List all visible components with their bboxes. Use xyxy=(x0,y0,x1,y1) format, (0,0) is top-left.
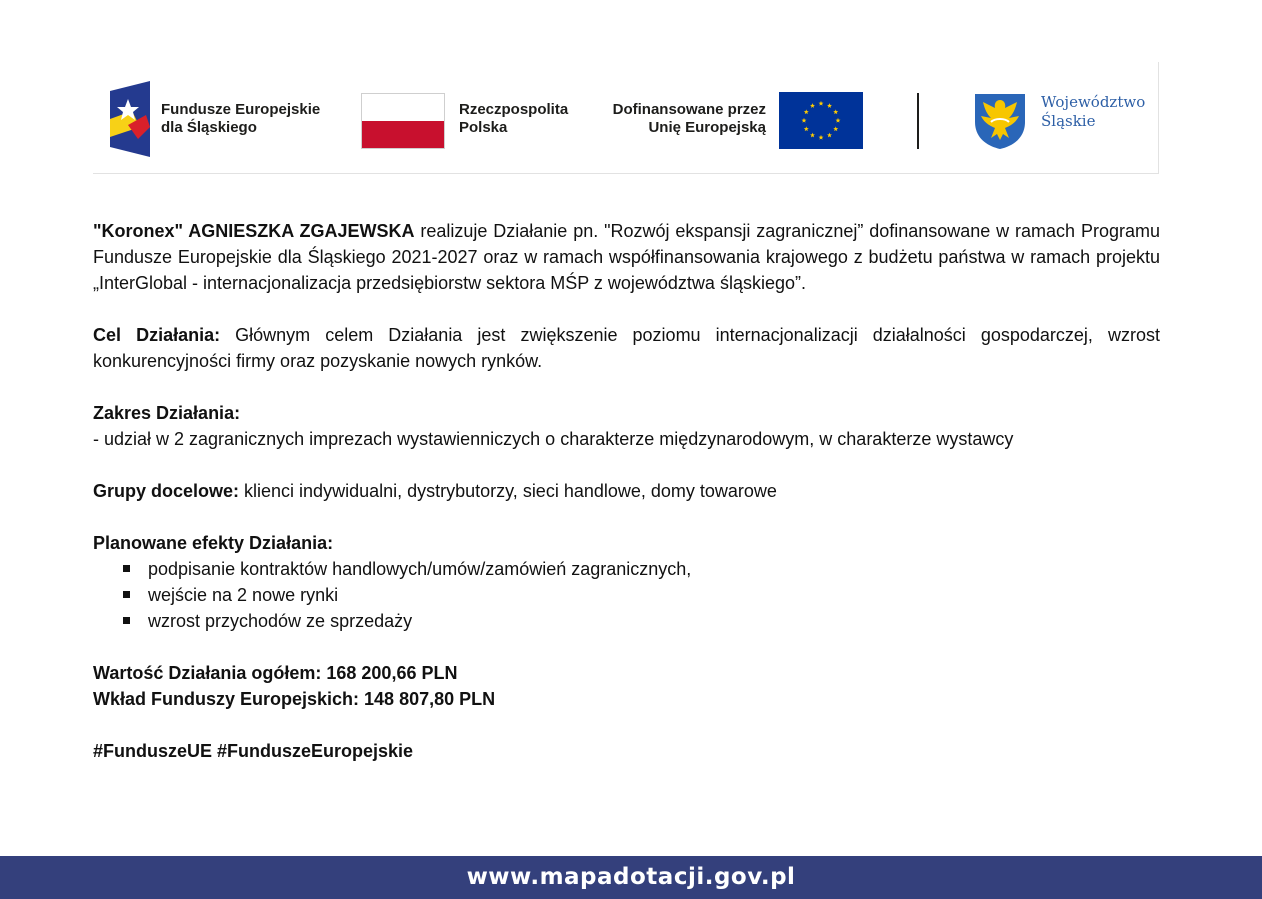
footer-bar xyxy=(0,856,1262,899)
fe-logo-text xyxy=(161,101,320,137)
eu-contribution: Wkład Funduszy Europejskich: 148 807,80 PLN xyxy=(93,689,496,709)
fundusze-europejskie-logo-icon xyxy=(110,81,150,157)
goal-text: Głównym celem Działania jest zwiększenie poziomu internacjonalizacji działalności gospodarczej, wzrost konkurencyjności firmy oraz pozyskanie nowych rynków. xyxy=(93,325,1160,371)
effects-list xyxy=(93,556,1160,634)
list-item: podpisanie kontraktów handlowych/umów/zamówień zagranicznych, xyxy=(120,556,1160,582)
total-value: Wartość Działania ogółem: 168 200,66 PLN xyxy=(93,663,458,683)
logo-bar xyxy=(93,62,1159,174)
company-name: "Koronex" AGNIESZKA ZGAJEWSKA xyxy=(93,221,415,241)
document-body xyxy=(93,218,1160,764)
groups-paragraph xyxy=(93,478,1160,504)
woj-line1: Województwo xyxy=(1041,93,1146,111)
goal-label: Cel Działania: xyxy=(93,325,221,345)
goal-paragraph xyxy=(93,322,1160,374)
list-item: wejście na 2 nowe rynki xyxy=(120,582,1160,608)
dof-logo-text xyxy=(598,101,766,137)
logo-divider xyxy=(917,93,919,149)
hashtags: #FunduszeUE #FunduszeEuropejskie xyxy=(93,741,414,761)
groups-text: klienci indywidualni, dystrybutorzy, sieci handlowe, domy towarowe xyxy=(239,481,777,501)
dof-line2: Unię Europejską xyxy=(648,119,766,136)
footer-url[interactable]: www.mapadotacji.gov.pl xyxy=(466,864,796,890)
rp-line1: Rzeczpospolita xyxy=(459,101,569,118)
rp-logo-text xyxy=(459,101,568,137)
eu-flag-icon xyxy=(779,92,863,149)
fe-line2: dla Śląskiego xyxy=(161,119,257,136)
scope-label: Zakres Działania: xyxy=(93,403,241,423)
woj-line2: Śląskie xyxy=(1041,112,1096,130)
list-item: wzrost przychodów ze sprzedaży xyxy=(120,608,1160,634)
intro-paragraph xyxy=(93,218,1160,296)
polish-flag-icon xyxy=(361,93,445,149)
silesian-eagle-crest-icon xyxy=(973,92,1027,150)
effects-label: Planowane efekty Działania: xyxy=(93,533,334,553)
groups-label: Grupy docelowe: xyxy=(93,481,240,501)
intro-text: realizuje Działanie pn. "Rozwój ekspansji zagranicznej” dofinansowane w ramach Programu Fundusze Europejskie dla Śląskiego 2021-2027 oraz w ramach współfinansowania krajowego z budżetu państwa w ramach projektu „InterGlobal - internacjonalizacja przedsiębiorstw sektora MŚP z województwa śląskiego”. xyxy=(93,221,1160,293)
woj-logo-text xyxy=(1041,93,1145,131)
rp-line2: Polska xyxy=(459,119,508,136)
dof-line1: Dofinansowane przez xyxy=(612,101,766,118)
fe-line1: Fundusze Europejskie xyxy=(161,101,321,118)
scope-text: - udział w 2 zagranicznych imprezach wystawienniczych o charakterze międzynarodowym, w charakterze wystawcy xyxy=(93,429,1014,449)
